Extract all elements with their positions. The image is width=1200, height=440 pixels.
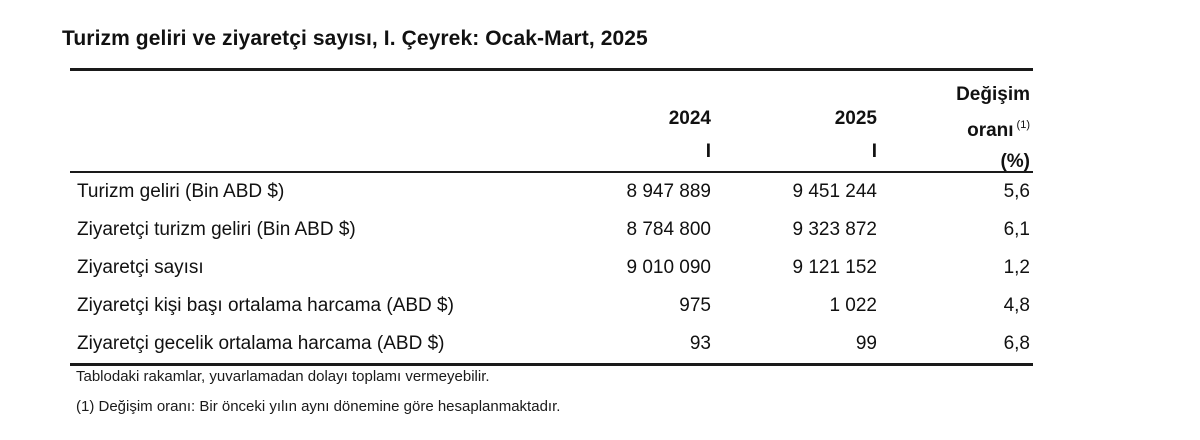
table-title: Turizm geliri ve ziyaretçi sayısı, I. Çeyrek: Ocak-Mart, 2025 <box>62 27 648 50</box>
row-value-2024: 975 <box>679 294 711 316</box>
row-label: Turizm geliri (Bin ABD $) <box>77 180 285 202</box>
row-label: Ziyaretçi kişi başı ortalama harcama (ABD $) <box>77 294 454 316</box>
header-year-2025: 2025 <box>834 108 877 129</box>
header-quarter-2025: I <box>871 141 877 162</box>
row-value-2024: 93 <box>689 332 711 354</box>
note-change-rate: (1) Değişim oranı: Bir önceki yılın aynı dönemine göre hesaplanmaktadır. <box>76 398 561 415</box>
header-change-line1: Değişim <box>956 84 1030 105</box>
header-year-2024: 2024 <box>668 108 711 129</box>
row-value-2025: 99 <box>855 332 877 354</box>
table-row <box>70 325 1033 363</box>
row-value-change: 1,2 <box>1003 256 1030 278</box>
header-change-line2-text: oranı <box>967 120 1014 141</box>
row-value-change: 5,6 <box>1003 180 1030 202</box>
header-change-footnote-ref: (1) <box>1016 119 1030 131</box>
header-change-line2 <box>956 110 1030 146</box>
row-value-2025: 1 022 <box>829 294 877 316</box>
table-notes <box>76 362 560 422</box>
header-quarter-2024: I <box>705 141 711 162</box>
table-row <box>70 287 1033 325</box>
row-value-2024: 8 784 800 <box>626 218 711 240</box>
table-row <box>70 249 1033 287</box>
table-row <box>70 211 1033 249</box>
row-value-2025: 9 121 152 <box>792 256 877 278</box>
row-value-2024: 9 010 090 <box>626 256 711 278</box>
row-label: Ziyaretçi gecelik ortalama harcama (ABD $) <box>77 332 445 354</box>
table-row <box>70 173 1033 211</box>
table-header <box>70 71 1033 171</box>
row-value-change: 4,8 <box>1003 294 1030 316</box>
row-value-2024: 8 947 889 <box>626 180 711 202</box>
row-label: Ziyaretçi turizm geliri (Bin ABD $) <box>77 218 356 240</box>
row-value-2025: 9 451 244 <box>792 180 877 202</box>
row-value-change: 6,8 <box>1003 332 1030 354</box>
row-label: Ziyaretçi sayısı <box>77 256 204 278</box>
note-rounding: Tablodaki rakamlar, yuvarlamadan dolayı toplamı vermeyebilir. <box>76 368 490 385</box>
header-change-unit: (%) <box>1000 151 1030 172</box>
tourism-table <box>70 68 1033 366</box>
row-value-change: 6,1 <box>1003 218 1030 240</box>
row-value-2025: 9 323 872 <box>792 218 877 240</box>
header-change-rate <box>956 79 1030 177</box>
